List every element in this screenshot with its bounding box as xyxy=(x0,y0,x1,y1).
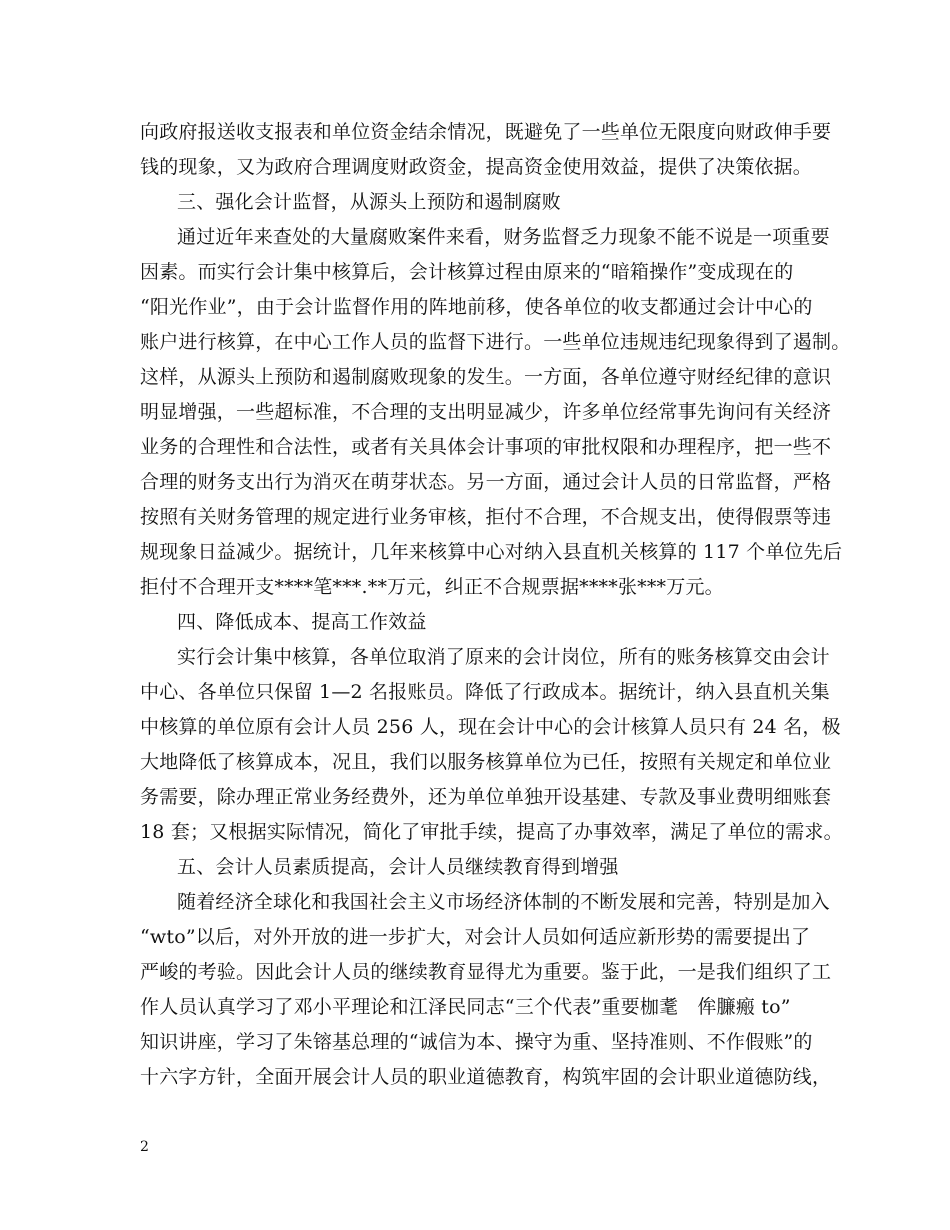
text-line: 按照有关财务管理的规定进行业务审核，拒付不合理，不合规支出，使得假票等违 xyxy=(140,506,832,528)
text-line: 务需要，除办理正常业务经费外，还为单位单独开设基建、专款及事业费明细账套 xyxy=(140,786,832,808)
paragraph-start: 通过近年来查处的大量腐败案件来看，财务监督乏力现象不能不说是一项重要 xyxy=(177,226,830,248)
text-line: “阳光作业”，由于会计监督作用的阵地前移，使各单位的收支都通过会计中心的 xyxy=(140,296,813,318)
text-line: 明显增强，一些超标准，不合理的支出明显减少，许多单位经常事先询问有关经济 xyxy=(140,401,832,423)
page-number: 2 xyxy=(140,1139,149,1155)
text-line: 中心、各单位只保留 1—2 名报账员。降低了行政成本。据统计，纳入县直机关集 xyxy=(140,681,830,703)
paragraph-start: 实行会计集中核算，各单位取消了原来的会计岗位，所有的账务核算交由会计 xyxy=(177,646,830,668)
text-line: 18 套；又根据实际情况，简化了审批手续，提高了办事效率，满足了单位的需求。 xyxy=(140,821,843,843)
text-line: 规现象日益减少。据统计，几年来核算中心对纳入县直机关核算的 117 个单位先后 xyxy=(140,541,843,563)
section-heading: 三、强化会计监督，从源头上预防和遏制腐败 xyxy=(177,191,562,213)
text-line: 作人员认真学习了邓小平理论和江泽民同志“三个代表”重要枷耄 侔臁瘢 to” xyxy=(140,996,791,1018)
text-line: 账户进行核算，在中心工作人员的监督下进行。一些单位违规违纪现象得到了遏制。 xyxy=(140,331,851,353)
text-line: 业务的合理性和合法性，或者有关具体会计事项的审批权限和办理程序，把一些不 xyxy=(140,436,832,458)
text-line: 中核算的单位原有会计人员 256 人，现在会计中心的会计核算人员只有 24 名，极 xyxy=(140,716,841,738)
text-line: 拒付不合理开支****笔***.**万元，纠正不合规票据****张***万元。 xyxy=(140,576,724,598)
text-line: 严峻的考验。因此会计人员的继续教育显得尤为重要。鉴于此，一是我们组织了工 xyxy=(140,961,832,983)
text-line: 合理的财务支出行为消灭在萌芽状态。另一方面，通过会计人员的日常监督，严格 xyxy=(140,471,832,493)
section-heading: 四、降低成本、提高工作效益 xyxy=(177,611,427,633)
text-line: 大地降低了核算成本，况且，我们以服务核算单位为已任，按照有关规定和单位业 xyxy=(140,751,832,773)
text-line: 向政府报送收支报表和单位资金结余情况，既避免了一些单位无限度向财政伸手要 xyxy=(140,121,832,143)
text-line: 因素。而实行会计集中核算后，会计核算过程由原来的“暗箱操作”变成现在的 xyxy=(140,261,794,283)
text-line: “wto”以后，对外开放的进一步扩大，对会计人员如何适应新形势的需要提出了 xyxy=(140,926,811,948)
paragraph-start: 随着经济全球化和我国社会主义市场经济体制的不断发展和完善，特别是加入 xyxy=(177,891,830,913)
text-line: 十六字方针，全面开展会计人员的职业道德教育，构筑牢固的会计职业道德防线， xyxy=(140,1066,832,1088)
section-heading: 五、会计人员素质提高，会计人员继续教育得到增强 xyxy=(177,856,619,878)
text-line: 钱的现象，又为政府合理调度财政资金，提高资金使用效益，提供了决策依据。 xyxy=(140,156,813,178)
text-line: 这样，从源头上预防和遏制腐败现象的发生。一方面，各单位遵守财经纪律的意识 xyxy=(140,366,832,388)
text-line: 知识讲座，学习了朱镕基总理的“诚信为本、操守为重、坚持准则、不作假账”的 xyxy=(140,1031,813,1053)
